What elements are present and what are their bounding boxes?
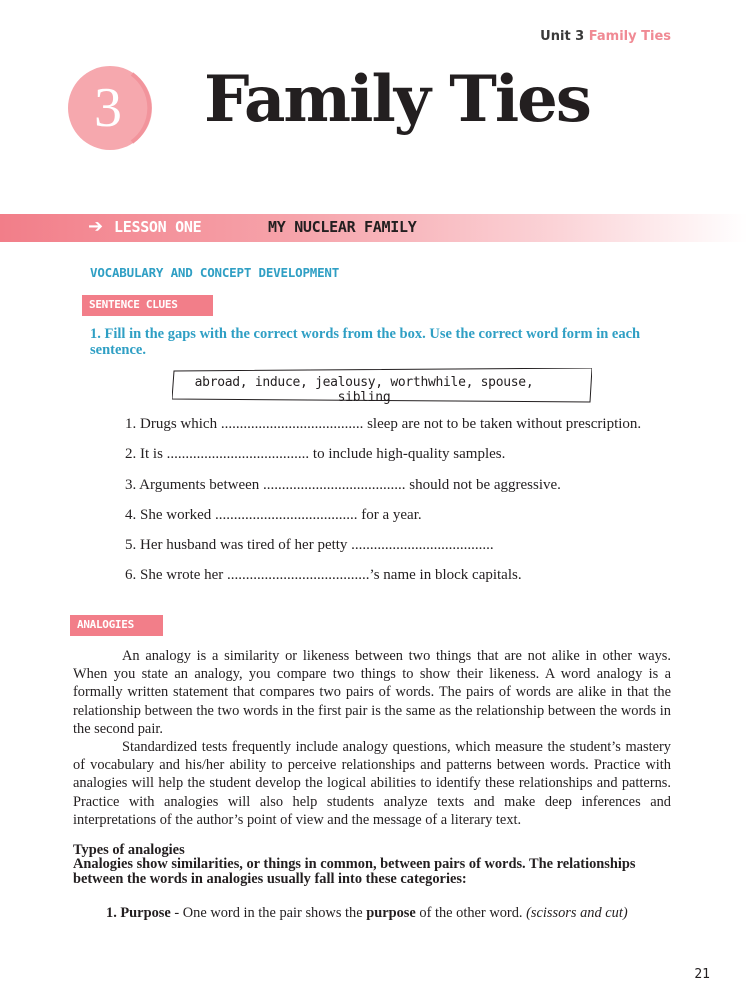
lesson-label: LESSON ONE xyxy=(114,218,202,236)
word-list: abroad, induce, jealousy, worthwhile, spouse, sibling xyxy=(194,375,534,405)
section-heading: VOCABULARY AND CONCEPT DEVELOPMENT xyxy=(90,265,340,280)
analogies-tag: ANALOGIES xyxy=(70,615,163,636)
analogy-type-text: - One word in the pair shows the xyxy=(170,905,367,921)
types-description: Analogies show similarities, or things in common, between pairs of words. The relationships between the words in analogies usually fall into these categories: xyxy=(73,856,636,887)
analogy-type-text-after: of the other word. xyxy=(415,905,527,921)
word-box xyxy=(172,368,592,405)
sentence-clues-tag: SENTENCE CLUES xyxy=(82,295,213,316)
sentence-item: 5. Her husband was tired of her petty ...................................... xyxy=(125,537,494,554)
sentence-item: 4. She worked ...................................... for a year. xyxy=(125,506,422,523)
analogies-body xyxy=(73,647,671,829)
running-header-title: Family Ties xyxy=(588,29,671,44)
body-paragraph: An analogy is a similarity or likeness between two things that are not alike in other ways. When you state an analogy, you compare two things to show their likeness. A word analogy is a formally written statement that compares two pairs of words. The pairs of words are alike in that the relationship between the two words in the first pair is the same as the relationship between the words in the second pair. xyxy=(73,648,671,737)
unit-number: 3 xyxy=(94,77,122,139)
analogy-type-example: (scissors and cut) xyxy=(526,905,628,921)
arrow-right-icon: ➔ xyxy=(88,216,104,237)
running-header-unit: Unit 3 xyxy=(540,29,585,44)
types-heading: Types of analogies xyxy=(73,842,185,858)
exercise-instruction: 1. Fill in the gaps with the correct words from the box. Use the correct word form in each sentence. xyxy=(90,326,641,358)
unit-number-badge xyxy=(62,60,162,160)
page-number: 21 xyxy=(694,967,710,982)
sentence-list xyxy=(125,416,641,598)
analogy-type-item xyxy=(106,905,628,922)
sentence-item: 2. It is ...................................... to include high-quality samples. xyxy=(125,446,506,463)
analogy-type-label: 1. Purpose xyxy=(106,905,171,921)
analogy-type-keyword: purpose xyxy=(366,905,416,921)
page-title: Family Ties xyxy=(204,62,590,137)
lesson-title: MY NUCLEAR FAMILY xyxy=(268,218,417,236)
sentence-item: 3. Arguments between ...................................... should not be aggressive. xyxy=(125,476,561,493)
running-header xyxy=(540,29,671,44)
sentence-item: 6. She wrote her ......................................’s name in block capitals. xyxy=(125,567,522,584)
badge-circle-icon xyxy=(62,60,162,160)
sentence-item: 1. Drugs which ...................................... sleep are not to be taken without prescription. xyxy=(125,416,642,432)
body-paragraph: Standardized tests frequently include analogy questions, which measure the student’s mastery of vocabulary and his/her ability to perceive relationships and patterns between words. Practice with analogies will help the student develop the logical abilities to identify these relationships and patterns. Practice with analogies will also help students analyze texts and make deep inferences and interpretations of the author’s point of view and the message of a literary text. xyxy=(73,739,671,828)
